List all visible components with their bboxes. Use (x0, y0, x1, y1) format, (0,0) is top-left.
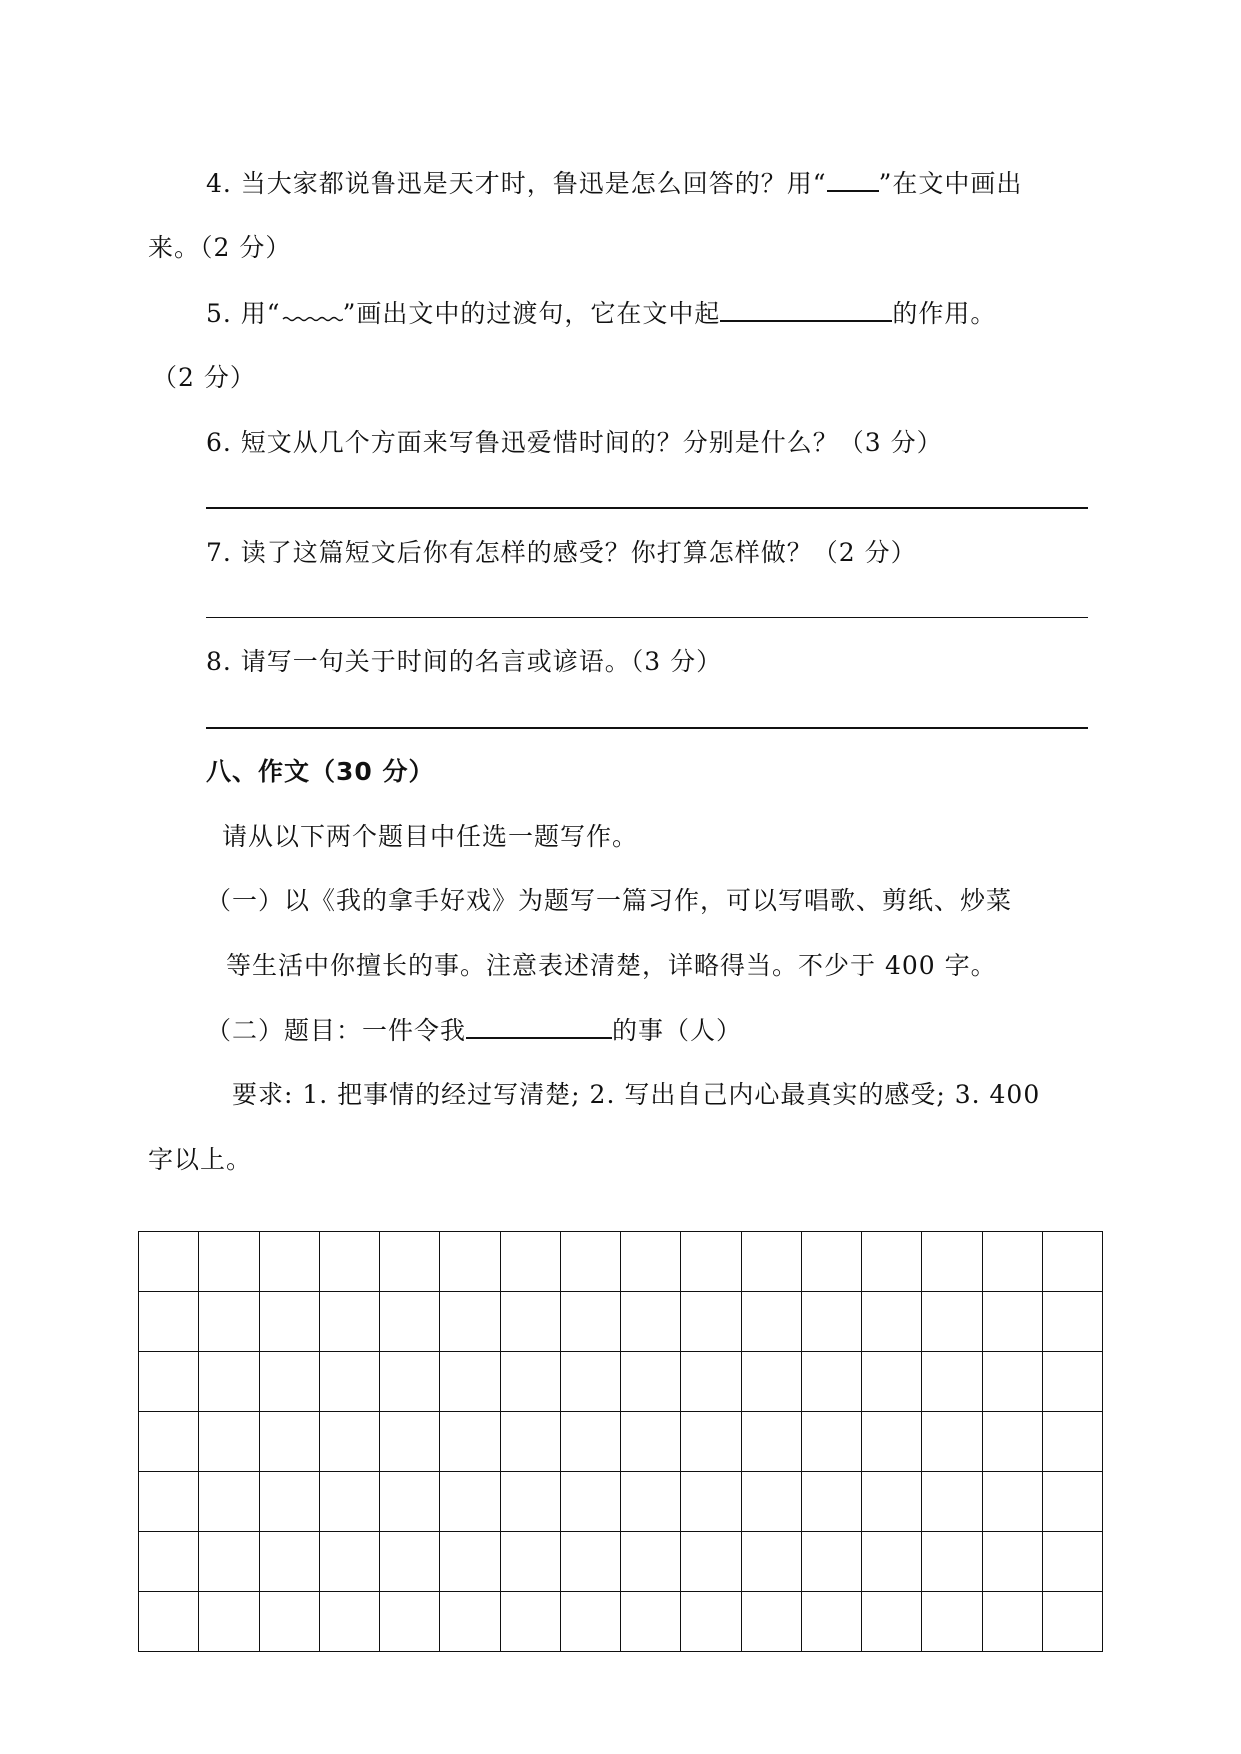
question-4 (206, 166, 1022, 201)
grid-cell[interactable] (260, 1232, 320, 1292)
grid-cell[interactable] (922, 1232, 982, 1292)
grid-cell[interactable] (922, 1532, 982, 1592)
grid-cell[interactable] (199, 1232, 259, 1292)
grid-cell[interactable] (561, 1532, 621, 1592)
grid-cell[interactable] (1043, 1472, 1103, 1532)
grid-cell[interactable] (199, 1592, 259, 1652)
grid-cell[interactable] (862, 1592, 922, 1652)
grid-cell[interactable] (802, 1292, 862, 1352)
grid-cell[interactable] (983, 1352, 1043, 1412)
grid-cell[interactable] (922, 1292, 982, 1352)
grid-cell[interactable] (440, 1352, 500, 1412)
grid-cell[interactable] (983, 1232, 1043, 1292)
grid-cell[interactable] (139, 1292, 199, 1352)
grid-cell[interactable] (440, 1532, 500, 1592)
question-4-text: 4. 当大家都说鲁迅是天才时，鲁迅是怎么回答的？用“ (206, 169, 827, 198)
grid-cell[interactable] (1043, 1532, 1103, 1592)
grid-cell[interactable] (681, 1352, 741, 1412)
grid-cell[interactable] (802, 1472, 862, 1532)
grid-cell[interactable] (1043, 1592, 1103, 1652)
grid-cell[interactable] (501, 1292, 561, 1352)
section-heading: 八、作文（30 分） (206, 757, 435, 786)
grid-cell[interactable] (862, 1292, 922, 1352)
grid-cell[interactable] (621, 1292, 681, 1352)
grid-cell[interactable] (501, 1412, 561, 1472)
grid-cell[interactable] (742, 1232, 802, 1292)
grid-cell[interactable] (139, 1412, 199, 1472)
grid-cell[interactable] (621, 1532, 681, 1592)
grid-cell[interactable] (260, 1412, 320, 1472)
grid-cell[interactable] (983, 1412, 1043, 1472)
grid-cell[interactable] (922, 1352, 982, 1412)
question-5-text: 5. 用“ (206, 299, 281, 328)
question-5 (206, 296, 996, 331)
topic-2-text-end: 的事（人） (612, 1016, 743, 1045)
grid-cell[interactable] (320, 1352, 380, 1412)
grid-cell[interactable] (1043, 1292, 1103, 1352)
grid-cell[interactable] (380, 1532, 440, 1592)
grid-cell[interactable] (802, 1532, 862, 1592)
answer-line-q7[interactable] (206, 617, 1088, 618)
topic-1-line-1: （一）以《我的拿手好戏》为题写一篇习作，可以写唱歌、剪纸、炒菜 (206, 886, 1013, 915)
grid-cell[interactable] (621, 1592, 681, 1652)
grid-cell[interactable] (380, 1352, 440, 1412)
answer-line-q8[interactable] (206, 727, 1088, 729)
grid-cell[interactable] (199, 1532, 259, 1592)
grid-cell[interactable] (621, 1232, 681, 1292)
grid-cell[interactable] (320, 1532, 380, 1592)
grid-cell[interactable] (802, 1412, 862, 1472)
grid-cell[interactable] (139, 1472, 199, 1532)
grid-cell[interactable] (260, 1592, 320, 1652)
grid-cell[interactable] (440, 1472, 500, 1532)
grid-cell[interactable] (260, 1532, 320, 1592)
answer-blank-q5[interactable] (720, 296, 892, 322)
question-6: 6. 短文从几个方面来写鲁迅爱惜时间的？分别是什么？（3 分） (206, 428, 943, 457)
grid-cell[interactable] (862, 1472, 922, 1532)
question-4-continuation: 来。（2 分） (148, 233, 292, 262)
grid-cell[interactable] (922, 1412, 982, 1472)
grid-cell[interactable] (983, 1472, 1043, 1532)
grid-cell[interactable] (260, 1352, 320, 1412)
grid-cell[interactable] (320, 1592, 380, 1652)
question-5-text-mid: ”画出文中的过渡句，它在文中起 (342, 299, 721, 328)
grid-cell[interactable] (621, 1352, 681, 1412)
grid-cell[interactable] (983, 1532, 1043, 1592)
grid-cell[interactable] (862, 1532, 922, 1592)
grid-cell[interactable] (802, 1592, 862, 1652)
question-7: 7. 读了这篇短文后你有怎样的感受？你打算怎样做？（2 分） (206, 538, 917, 567)
grid-cell[interactable] (621, 1472, 681, 1532)
grid-cell[interactable] (681, 1232, 741, 1292)
grid-cell[interactable] (501, 1532, 561, 1592)
grid-cell[interactable] (501, 1232, 561, 1292)
grid-cell[interactable] (561, 1352, 621, 1412)
grid-cell[interactable] (1043, 1232, 1103, 1292)
underline-sample (827, 166, 879, 192)
grid-cell[interactable] (742, 1592, 802, 1652)
grid-cell[interactable] (561, 1412, 621, 1472)
grid-cell[interactable] (320, 1412, 380, 1472)
grid-cell[interactable] (742, 1292, 802, 1352)
grid-cell[interactable] (440, 1592, 500, 1652)
grid-cell[interactable] (260, 1472, 320, 1532)
question-5-text-end: 的作用。 (892, 299, 997, 328)
grid-cell[interactable] (139, 1592, 199, 1652)
grid-cell[interactable] (440, 1232, 500, 1292)
grid-cell[interactable] (380, 1292, 440, 1352)
question-5-continuation: （2 分） (152, 363, 256, 392)
topic-2 (206, 1013, 742, 1048)
grid-cell[interactable] (440, 1412, 500, 1472)
grid-cell[interactable] (561, 1292, 621, 1352)
grid-cell[interactable] (561, 1592, 621, 1652)
grid-cell[interactable] (802, 1352, 862, 1412)
section-intro: 请从以下两个题目中任选一题写作。 (222, 822, 639, 851)
grid-cell[interactable] (862, 1232, 922, 1292)
answer-line-q6[interactable] (206, 507, 1088, 509)
grid-cell[interactable] (862, 1412, 922, 1472)
grid-cell[interactable] (501, 1352, 561, 1412)
grid-cell[interactable] (681, 1592, 741, 1652)
grid-cell[interactable] (320, 1472, 380, 1532)
writing-grid[interactable] (138, 1231, 1103, 1652)
grid-cell[interactable] (199, 1412, 259, 1472)
grid-cell[interactable] (380, 1472, 440, 1532)
question-4-text-end: ”在文中画出 (878, 169, 1023, 198)
grid-cell[interactable] (922, 1592, 982, 1652)
topic-1-line-2: 等生活中你擅长的事。注意表述清楚，详略得当。不少于 400 字。 (226, 951, 997, 980)
grid-cell[interactable] (922, 1472, 982, 1532)
grid-cell[interactable] (742, 1412, 802, 1472)
grid-cell[interactable] (681, 1472, 741, 1532)
grid-cell[interactable] (501, 1472, 561, 1532)
grid-cell[interactable] (742, 1352, 802, 1412)
grid-cell[interactable] (983, 1592, 1043, 1652)
grid-cell[interactable] (561, 1472, 621, 1532)
requirements-line-1: 要求: 1. 把事情的经过写清楚; 2. 写出自己内心最真实的感受; 3. 400 (232, 1080, 1041, 1109)
grid-cell[interactable] (742, 1532, 802, 1592)
grid-cell[interactable] (380, 1412, 440, 1472)
grid-cell[interactable] (139, 1352, 199, 1412)
grid-cell[interactable] (862, 1352, 922, 1412)
grid-cell[interactable] (139, 1232, 199, 1292)
answer-blank-topic-2[interactable] (466, 1013, 612, 1039)
grid-cell[interactable] (561, 1232, 621, 1292)
grid-cell[interactable] (621, 1412, 681, 1472)
grid-cell[interactable] (139, 1532, 199, 1592)
grid-cell[interactable] (199, 1352, 259, 1412)
grid-cell[interactable] (1043, 1352, 1103, 1412)
grid-cell[interactable] (320, 1232, 380, 1292)
grid-cell[interactable] (199, 1472, 259, 1532)
grid-cell[interactable] (199, 1292, 259, 1352)
grid-cell[interactable] (681, 1292, 741, 1352)
grid-cell[interactable] (742, 1472, 802, 1532)
question-8: 8. 请写一句关于时间的名言或谚语。（3 分） (206, 647, 723, 676)
grid-cell[interactable] (681, 1532, 741, 1592)
grid-cell[interactable] (440, 1292, 500, 1352)
requirements-line-2: 字以上。 (148, 1145, 253, 1174)
topic-2-text: （二）题目：一件令我 (206, 1016, 467, 1045)
grid-cell[interactable] (802, 1232, 862, 1292)
grid-cell[interactable] (380, 1232, 440, 1292)
grid-cell[interactable] (380, 1592, 440, 1652)
grid-cell[interactable] (501, 1592, 561, 1652)
grid-cell[interactable] (260, 1292, 320, 1352)
grid-cell[interactable] (1043, 1412, 1103, 1472)
grid-cell[interactable] (320, 1292, 380, 1352)
grid-cell[interactable] (681, 1412, 741, 1472)
grid-cell[interactable] (983, 1292, 1043, 1352)
wavy-underline-sample (281, 298, 343, 322)
